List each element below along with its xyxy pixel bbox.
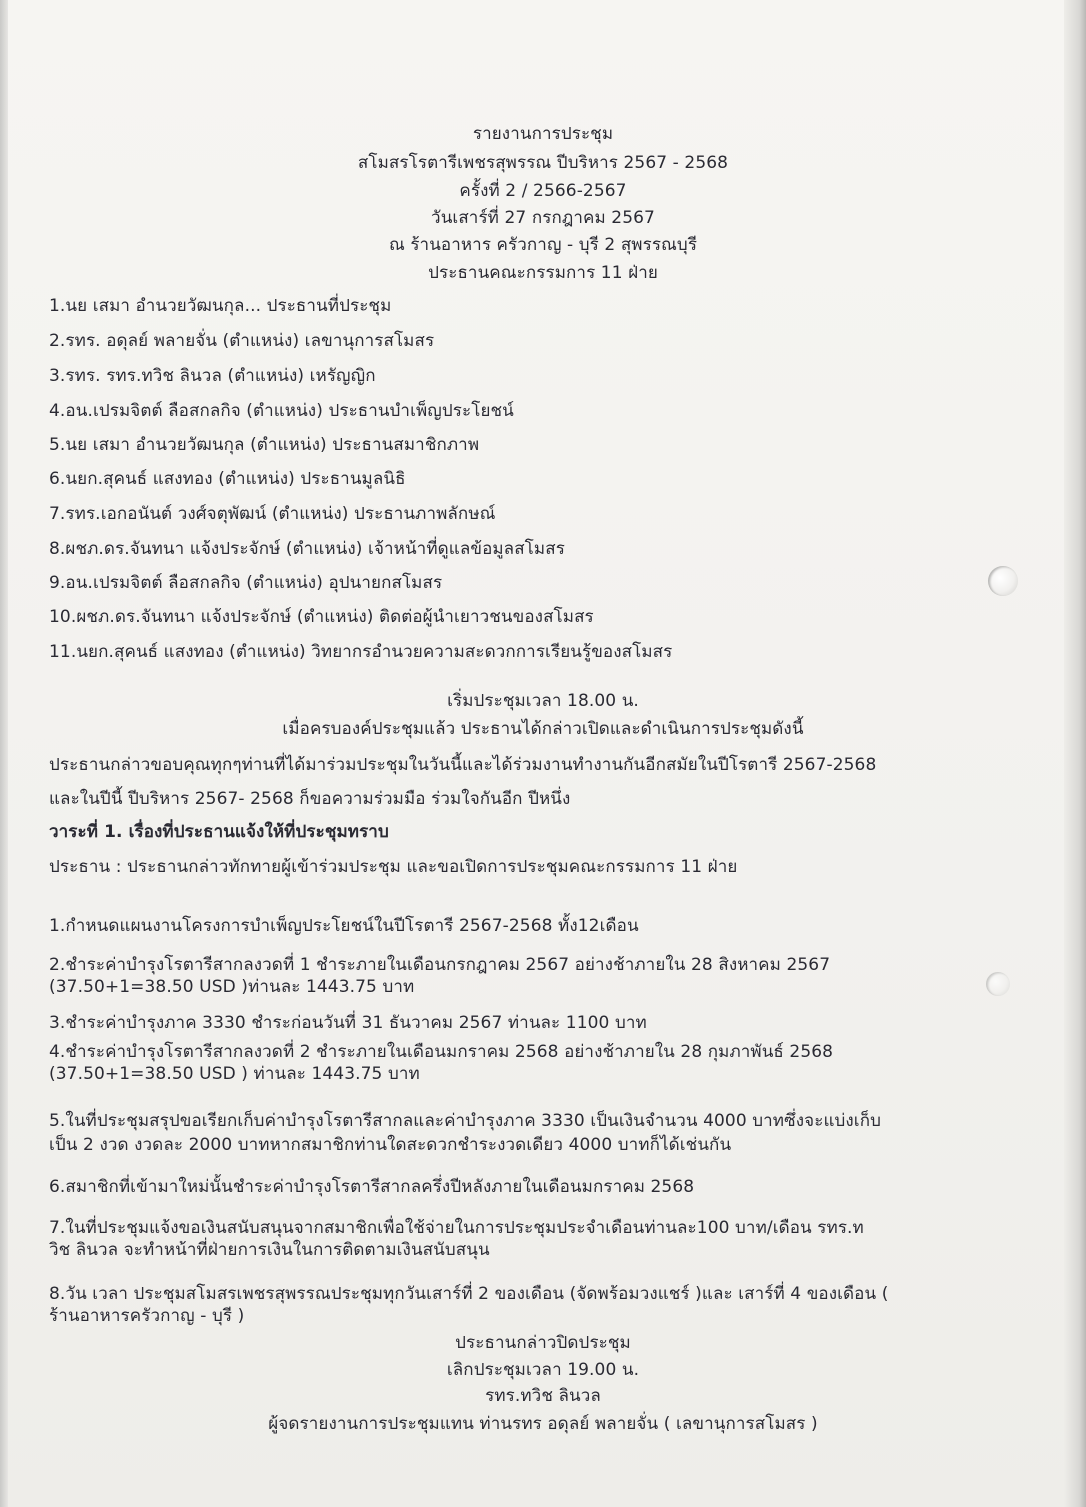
meeting-number: ครั้งที่ 2 / 2566-2567 xyxy=(459,181,627,201)
agenda-item: (37.50+1=38.50 USD )ท่านละ 1443.75 บาท xyxy=(49,977,415,997)
agenda-item: 6.สมาชิกที่เข้ามาใหม่นั้นชำระค่าบำรุงโรตารีสากลครึ่งปีหลังภายในเดือนมกราคม 2568 xyxy=(49,1177,695,1197)
agenda-item: 2.ชำระค่าบำรุงโรตารีสากลงวดที่ 1 ชำระภายในเดือนกรกฎาคม 2567 อย่างช้าภายใน 28 สิงหาคม 2567 xyxy=(49,955,831,975)
agenda-item: 8.วัน เวลา ประชุมสโมสรเพชรสุพรรณประชุมทุกวันเสาร์ที่ 2 ของเดือน (จัดพร้อมวงแชร์ )และ เสาร์ที่ 4 ของเดือน ( xyxy=(49,1284,889,1304)
list-item: 3.รทร. รทร.ทวิช ลินวล (ตำแหน่ง) เหรัญญิก xyxy=(49,366,376,386)
list-item: 8.ผชภ.ดร.จันทนา แจ้งประจักษ์ (ตำแหน่ง) เจ้าหน้าที่ดูแลข้อมูลสโมสร xyxy=(49,539,565,559)
list-item: 11.นยก.สุคนธ์ แสงทอง (ตำแหน่ง) วิทยากรอำนวยความสะดวกการเรียนรู้ของสโมสร xyxy=(49,642,673,662)
club-name: สโมสรโรตารีเพชรสุพรรณ ปีบริหาร 2567 - 2568 xyxy=(357,153,729,173)
end-time: เลิกประชุมเวลา 19.00 น. xyxy=(446,1360,640,1380)
signer-name: รทร.ทวิช ลินวล xyxy=(485,1386,601,1406)
agenda-item: 5.ในที่ประชุมสรุปขอเรียกเก็บค่าบำรุงโรตารีสากลและค่าบำรุงภาค 3330 เป็นเงินจำนวน 4000 บาทซึ่งจะแบ่งเก็บ xyxy=(49,1111,881,1131)
list-item: 1.นย เสมา อำนวยวัฒนกุล... ประธานที่ประชุม xyxy=(49,296,392,316)
agenda-item: เป็น 2 งวด งวดละ 2000 บาทหากสมาชิกท่านใดสะดวกชำระงวดเดียว 4000 บาทก็ได้เช่นกัน xyxy=(49,1135,732,1155)
agenda-item: ร้านอาหารครัวกาญ - บุรี ) xyxy=(49,1306,245,1326)
agenda-intro: ประธาน : ประธานกล่าวทักทายผู้เข้าร่วมประชุม และขอเปิดการประชุมคณะกรรมการ 11 ฝ่าย xyxy=(49,857,738,877)
committee-heading: ประธานคณะกรรมการ 11 ฝ่าย xyxy=(428,263,658,283)
closing-statement: ประธานกล่าวปิดประชุม xyxy=(455,1333,631,1353)
list-item: 9.อน.เปรมจิตต์ ลือสกลกิจ (ตำแหน่ง) อุปนายกสโมสร xyxy=(49,573,443,593)
punch-hole xyxy=(988,566,1018,596)
agenda-item: 1.กำหนดแผนงานโครงการบำเพ็ญประโยชน์ในปีโรตารี 2567-2568 ทั้ง12เดือน xyxy=(49,916,639,936)
thanks-line: ประธานกล่าวขอบคุณทุกๆท่านที่ได้มาร่วมประชุมในวันนี้และได้ร่วมงานทำงานกันอีกสมัยในปีโรตารี 2567-2568 xyxy=(49,755,877,775)
thanks-line: และในปีนี้ ปีบริหาร 2567- 2568 ก็ขอความร่วมมือ ร่วมใจกันอีก ปีหนึ่ง xyxy=(49,789,571,809)
quorum-statement: เมื่อครบองค์ประชุมแล้ว ประธานได้กล่าวเปิดและดำเนินการประชุมดังนี้ xyxy=(282,719,804,739)
list-item: 10.ผชภ.ดร.จันทนา แจ้งประจักษ์ (ตำแหน่ง) ติดต่อผู้นำเยาวชนของสโมสร xyxy=(49,607,594,627)
meeting-venue: ณ ร้านอาหาร ครัวกาญ - บุรี 2 สุพรรณบุรี xyxy=(388,235,698,255)
report-title: รายงานการประชุม xyxy=(472,124,614,144)
agenda-item: (37.50+1=38.50 USD ) ท่านละ 1443.75 บาท xyxy=(49,1064,420,1084)
list-item: 5.นย เสมา อำนวยวัฒนกุล (ตำแหน่ง) ประธานสมาชิกภาพ xyxy=(49,435,480,455)
meeting-date: วันเสาร์ที่ 27 กรกฎาคม 2567 xyxy=(431,208,655,228)
list-item: 6.นยก.สุคนธ์ แสงทอง (ตำแหน่ง) ประธานมูลนิธิ xyxy=(49,469,406,489)
start-time: เริ่มประชุมเวลา 18.00 น. xyxy=(447,691,639,711)
recorder-line: ผู้จดรายงานการประชุมแทน ท่านรทร อดุลย์ พลายจั่น ( เลขานุการสโมสร ) xyxy=(268,1414,818,1434)
list-item: 4.อน.เปรมจิตต์ ลือสกลกิจ (ตำแหน่ง) ประธานบำเพ็ญประโยชน์ xyxy=(49,401,514,421)
list-item: 2.รทร. อดุลย์ พลายจั่น (ตำแหน่ง) เลขานุการสโมสร xyxy=(49,331,435,351)
list-item: 7.รทร.เอกอนันต์ วงศ์จตุพัฒน์ (ตำแหน่ง) ประธานภาพลักษณ์ xyxy=(49,504,496,524)
agenda-item: 4.ชำระค่าบำรุงโรตารีสากลงวดที่ 2 ชำระภายในเดือนมกราคม 2568 อย่างช้าภายใน 28 กุมภาพันธ์ 2568 xyxy=(49,1042,834,1062)
agenda-item: 7.ในที่ประชุมแจ้งขอเงินสนับสนุนจากสมาชิกเพื่อใช้จ่ายในการประชุมประจำเดือนท่านละ100 บาท/เดือน รทร.ท xyxy=(49,1218,864,1238)
punch-hole xyxy=(986,972,1010,996)
agenda-item: วิช ลินวล จะทำหน้าที่ฝ่ายการเงินในการติดตามเงินสนับสนุน xyxy=(49,1240,490,1260)
agenda-heading: วาระที่ 1. เรื่องที่ประธานแจ้งให้ที่ประชุมทราบ xyxy=(49,822,389,842)
agenda-item: 3.ชำระค่าบำรุงภาค 3330 ชำระก่อนวันที่ 31 ธันวาคม 2567 ท่านละ 1100 บาท xyxy=(49,1013,647,1033)
